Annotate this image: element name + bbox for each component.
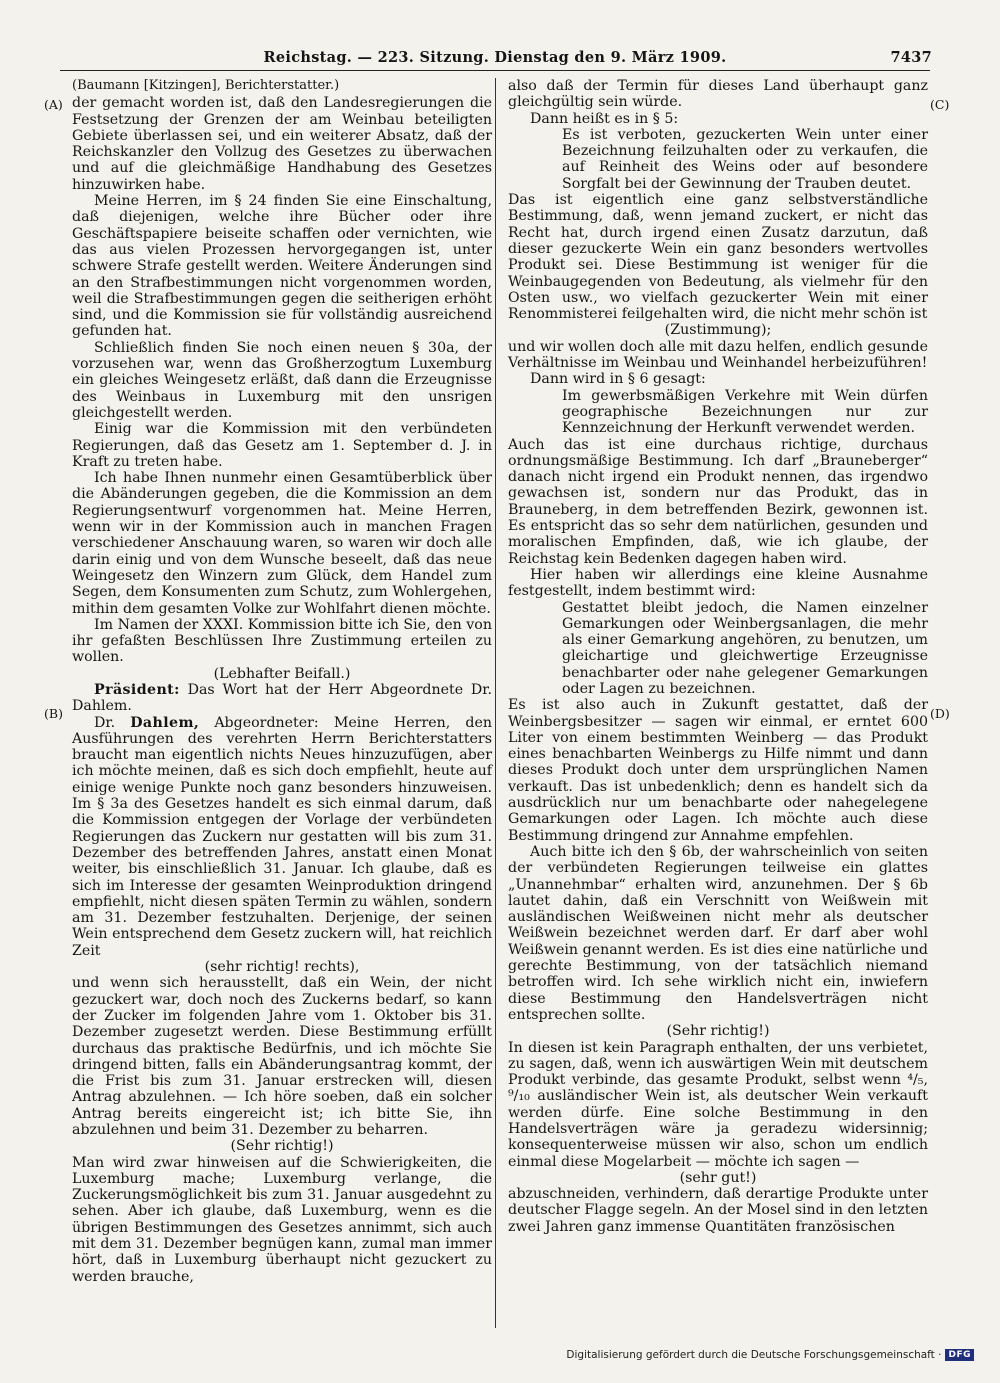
page-number: 7437 (890, 48, 932, 66)
paragraph: Einig war die Kommission mit den verbündeten Regierungen, daß das Gesetz am 1. September d. J. in Kraft zu treten habe. (72, 421, 492, 470)
page-header (60, 44, 930, 71)
left-column (72, 78, 492, 1285)
paragraph: abzuschneiden, verhindern, daß derartige Produkte unter deutscher Flagge segeln. An der Mosel sind in den letzten zwei Jahren ganz immense Quantitäten französischen (508, 1186, 928, 1235)
interjection: (Sehr richtig!) (230, 1138, 334, 1155)
paragraph: und wenn sich herausstellt, daß ein Wein, der nicht gezuckert war, doch noch des Zuckerns bedarf, so kann der Zucker im folgenden Jahre vom 1. Oktober bis 31. Dezember zugesetzt werden. Diese Bestimmung erfüllt durchaus das praktische Bedürfnis, und ich möchte Sie dringend bitten, falls ein Abänderungsantrag kommt, der die Frist bis zum 31. Januar erstrecken will, diesen Antrag abzulehnen. — Ich höre soeben, daß ein solcher Antrag bereits eingereicht ist; ich bitte Sie, ihn abzulehnen und beim 31. Dezember zu beharren. (72, 975, 492, 1138)
paragraph-text: Abgeordneter: Meine Herren, den Ausführungen des verehrten Herrn Berichterstatters braucht man eigentlich nichts Neues hinzuzufügen, aber ich möchte meinen, daß es sich doch empfiehlt, heute auf einige wenige Punkte noch ganz besonders hinzuweisen. Im § 3a des Gesetzes handelt es sich einmal darum, daß die Kommission entgegen der Vorlage der verbündeten Regierungen das Zuckern nur gestatten will bis zum 31. Dezember des betreffenden Jahres, anstatt einen Monat weiter, bis einschließlich 31. Januar. Ich glaube, daß es sich im Interesse der gesamten Weinproduktion dringend empfiehlt, nicht diesen späten Termin zu wählen, sondern am 31. Dezember festzuhalten. Derjenige, der seinen Wein entsprechend dem Gesetz zuckern will, hat reichlich Zeit (72, 714, 493, 959)
interjection: (sehr richtig! rechts), (204, 959, 360, 976)
speaker-title: Dr. (94, 714, 116, 731)
law-quote: Es ist verboten, gezuckerten Wein unter einer Bezeichnung feilzuhalten oder zu verkaufen, die auf Reinheit des Weins oder auf besondere Sorgfalt bei der Gewinnung der Trauben deutet. (562, 126, 928, 192)
paragraph: Hier haben wir allerdings eine kleine Ausnahme festgestellt, indem bestimmt wird: (508, 566, 928, 600)
paragraph-text: Das Wort hat der Herr Abgeordnete Dr. Dahlem. (72, 681, 493, 715)
right-column (508, 78, 928, 1235)
paragraph: Auch das ist eine durchaus richtige, durchaus ordnungsmäßige Bestimmung. Ich darf „Brauneberger“ danach nicht irgend ein Produkt nennen, das irgendwo gewachsen ist, sondern nur das Produkt, das in Brauneberg, in dem betreffenden Bezirk, gewonnen ist. Es entspricht das so sehr dem natürlichen, gesunden und moralischen Empfinden, daß, wie ich glaube, der Reichstag kein Bedenken dagegen haben wird. (508, 436, 928, 567)
margin-marker-c: (C) (930, 97, 950, 112)
paragraph: Auch bitte ich den § 6b, der wahrscheinlich von seiten der verbündeten Regierungen teilweise ein glattes „Unannehmbar“ erhalten wird, anzunehmen. Der § 6b lautet dahin, daß ein Verschnitt von Weißwein mit ausländischen Weißweinen nicht mehr als deutscher Weißwein bezeichnet werden darf. Er darf aber wohl Weißwein genannt werden. Es ist dies eine natürliche und gerechte Bestimmung, von der tatsächlich niemand betroffen wird. Ich sehe wirklich nicht ein, inwiefern diese Bestimmung den Handelsverträgen nicht entsprechen sollte. (508, 843, 928, 1023)
paragraph: Ich habe Ihnen nunmehr einen Gesamtüberblick über die Abänderungen gegeben, die die Kommission an dem Regierungsentwurf vorgenommen hat. Meine Herren, wenn wir in der Kommission auch in manchen Fragen verschiedener Anschauung waren, so waren wir doch alle darin einig und von dem Wunsche beseelt, daß das neue Weingesetz den Winzern zum Glück, dem Handel zum Segen, dem Konsumenten zum Schutz, zum Wohlergehen, mithin dem gesamten Volke zur Wohlfahrt dienen möchte. (72, 470, 492, 617)
paragraph: Man wird zwar hinweisen auf die Schwierigkeiten, die Luxemburg mache; Luxemburg verlange, die Zuckerungsmöglichkeit bis zum 31. Januar ausgedehnt zu sehen. Aber ich glaube, daß Luxemburg, wenn es die übrigen Bestimmungen des Gesetzes annimmt, sich auch mit dem 31. Dezember begnügen kann, zumal man immer hört, daß in Luxemburg überhaupt nicht gezuckert zu werden brauche, (72, 1154, 492, 1285)
paragraph: In diesen ist kein Paragraph enthalten, der uns verbietet, zu sagen, daß, wenn ich auswärtigen Wein mit deutschem Produkt verbinde, das gesamte Produkt, selbst wenn ⁴/₅, ⁹/₁₀ ausländischer Wein ist, als deutscher Wein verkauft werden dürfe. Eine solche Bestimmung in den Handelsverträgen wäre ja geradezu widersinnig; konsequenterweise müssen wir also, schon um endlich einmal diese Mogelarbeit — möchte ich sagen — (508, 1039, 928, 1170)
paragraph: Dann wird in § 6 gesagt: (530, 371, 706, 388)
dahlem-paragraph (72, 715, 492, 959)
law-quote: Im gewerbsmäßigen Verkehre mit Wein dürfen geographische Bezeichnungen nur zur Kennzeichnung der Herkunft verwendet werden. (562, 387, 928, 437)
paragraph: Schließlich finden Sie noch einen neuen § 30a, der vorzusehen war, wenn das Großherzogtum Luxemburg ein gleiches Weingesetz erläßt, daß dann die Erzeugnisse des Weinbaus in Luxemburg mit den unsrigen gleichgestellt werden. (72, 339, 492, 421)
column-divider (495, 78, 496, 1328)
president-paragraph (72, 682, 492, 715)
interjection: (Lebhafter Beifall.) (213, 665, 351, 682)
speaker-name: Präsident: (94, 681, 180, 698)
interjection: (Sehr richtig!) (666, 1023, 770, 1040)
paragraph: und wir wollen doch alle mit dazu helfen, endlich gesunde Verhältnisse im Weinbau und Weinhandel herbeizuführen! (508, 338, 928, 372)
speaker-name: Dahlem, (130, 714, 200, 731)
digitization-footer (566, 1349, 974, 1361)
paragraph: Das ist eigentlich eine ganz selbstverständliche Bestimmung, daß, wenn jemand zuckert, er nicht das Recht hat, durch irgend einen Zusatz darzutun, daß dieser gezuckerte Wein ein ganz besonders wertvolles Produkt sei. Diese Bestimmung ist weniger für die Weinbaugegenden von Bedeutung, als vielmehr für den Osten usw., wo vielfach gezuckerter Wein mit einer Renommisterei feilgehalten wird, die nicht mehr schön ist (508, 192, 928, 323)
paragraph: also daß der Termin für dieses Land überhaupt ganz gleichgültig sein würde. (508, 78, 928, 111)
paragraph: Dann heißt es in § 5: (530, 110, 679, 127)
dfg-logo: DFG (945, 1349, 974, 1361)
paragraph: der gemacht worden ist, daß den Landesregierungen die Festsetzung der Grenzen der am Weinbau beteiligten Gebiete überlassen sei, und ein weiterer Absatz, daß der Reichskanzler den Vollzug des Gesetzes zu überwachen und auf die gleichmäßige Handhabung des Gesetzes hinzuwirken habe. (72, 95, 492, 193)
margin-marker-a: (A) (44, 97, 63, 112)
interjection: (sehr gut!) (679, 1169, 757, 1186)
header-title: Reichstag. — 223. Sitzung. Dienstag den 9. März 1909. (263, 48, 727, 66)
paragraph: Meine Herren, im § 24 finden Sie eine Einschaltung, daß diejenigen, welche ihre Bücher oder ihre Geschäftspapiere beiseite schaffen oder vernichten, wie das aus vielen Prozessen hervorgegangen ist, unter schwere Strafe gestellt werden. Weitere Änderungen sind an den Strafbestimmungen nicht vorgenommen worden, weil die Strafbestimmungen gegen die seitherigen erhöht sind, und die Kommission sie für vollständig ausreichend gefunden hat. (72, 193, 492, 340)
footer-text: Digitalisierung gefördert durch die Deutsche Forschungsgemeinschaft · (566, 1349, 942, 1361)
speaker-line: (Baumann [Kitzingen], Berichterstatter.) (72, 78, 340, 93)
paragraph: Es ist also auch in Zukunft gestattet, daß der Weinbergsbesitzer — sagen wir einmal, er erntet 600 Liter von einem bestimmten Weinberg — das Produkt eines benachbarten Weinbergs zu Hilfe nimmt und dann dieses Produkt doch unter dem ursprünglichen Namen verkauft. Das ist unbedenklich; denn es handelt sich da ausdrücklich nur um benachbarte oder nahegelegene Gemarkungen oder Lagen. Ich möchte auch diese Bestimmung dringend zur Annahme empfehlen. (508, 697, 928, 844)
paragraph: Im Namen der XXXI. Kommission bitte ich Sie, den von ihr gefaßten Beschlüssen Ihre Zustimmung erteilen zu wollen. (72, 616, 492, 666)
margin-marker-d: (D) (930, 706, 950, 721)
law-quote: Gestattet bleibt jedoch, die Namen einzelner Gemarkungen oder Weinbergsanlagen, die mehr als einer Gemarkung angehören, zu benutzen, um gleichartige und gleichwertige Erzeugnisse benachbarter oder nahe gelegener Gemarkungen oder Lagen zu bezeichnen. (562, 599, 928, 697)
interjection: (Zustimmung); (664, 322, 772, 339)
margin-marker-b: (B) (44, 706, 63, 721)
